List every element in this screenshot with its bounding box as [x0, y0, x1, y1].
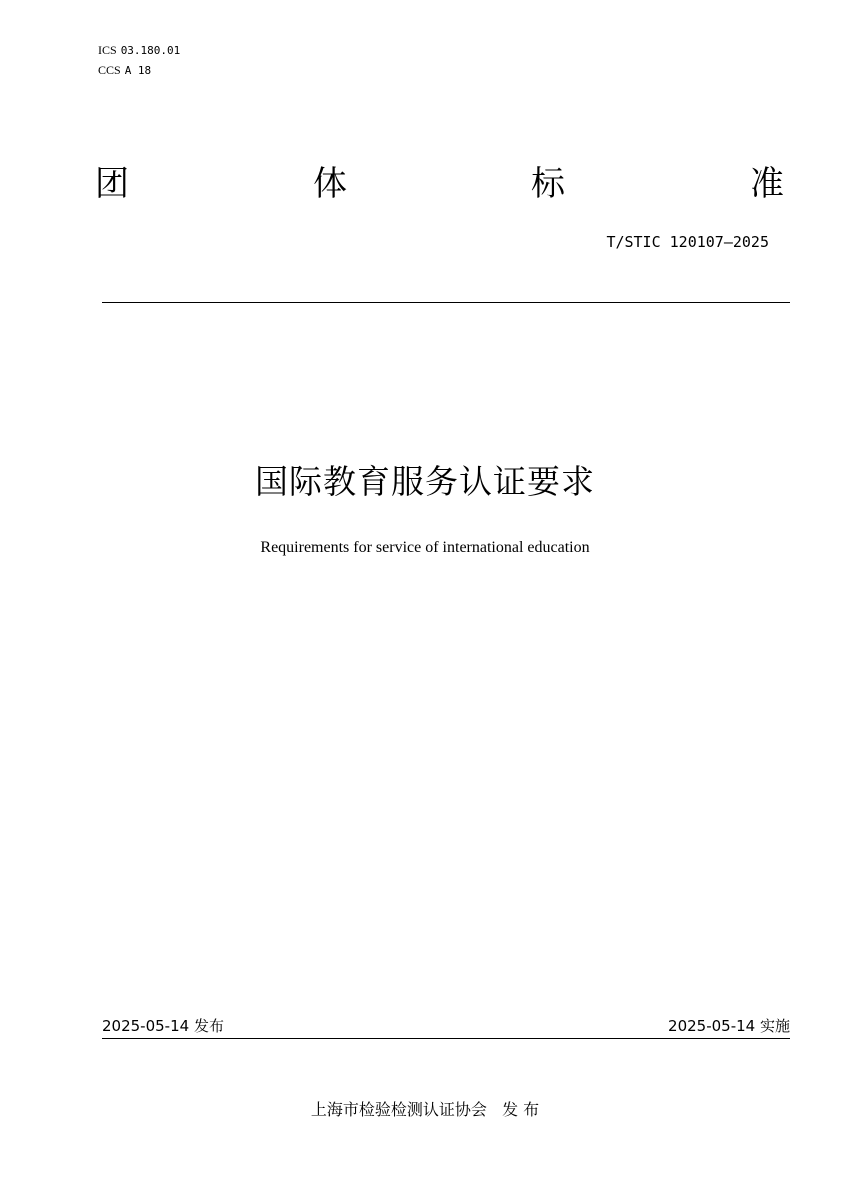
ccs-label: CCS: [98, 63, 121, 77]
standard-type-char: 团: [95, 164, 129, 204]
standard-type-char: 体: [313, 164, 347, 204]
ics-value: 03.180.01: [120, 44, 181, 57]
standard-type-char: 准: [750, 164, 784, 204]
implement-date: 2025-05-14 实施: [668, 1017, 790, 1035]
ics-classification: [98, 43, 180, 58]
publish-date: 2025-05-14 发布: [102, 1017, 224, 1035]
document-title-english: Requirements for service of international education: [260, 539, 590, 556]
top-divider: [102, 302, 790, 303]
ccs-classification: [98, 63, 151, 78]
standard-number: T/STIC 120107—2025: [606, 233, 769, 251]
ics-label: ICS: [98, 43, 117, 57]
standard-type-char: 标: [531, 164, 565, 204]
document-title-chinese: 国际教育服务认证要求: [255, 462, 595, 501]
bottom-divider: [102, 1038, 790, 1039]
publisher: 上海市检验检测认证协会 发 布: [310, 1100, 540, 1119]
ccs-value: A 18: [124, 64, 152, 77]
